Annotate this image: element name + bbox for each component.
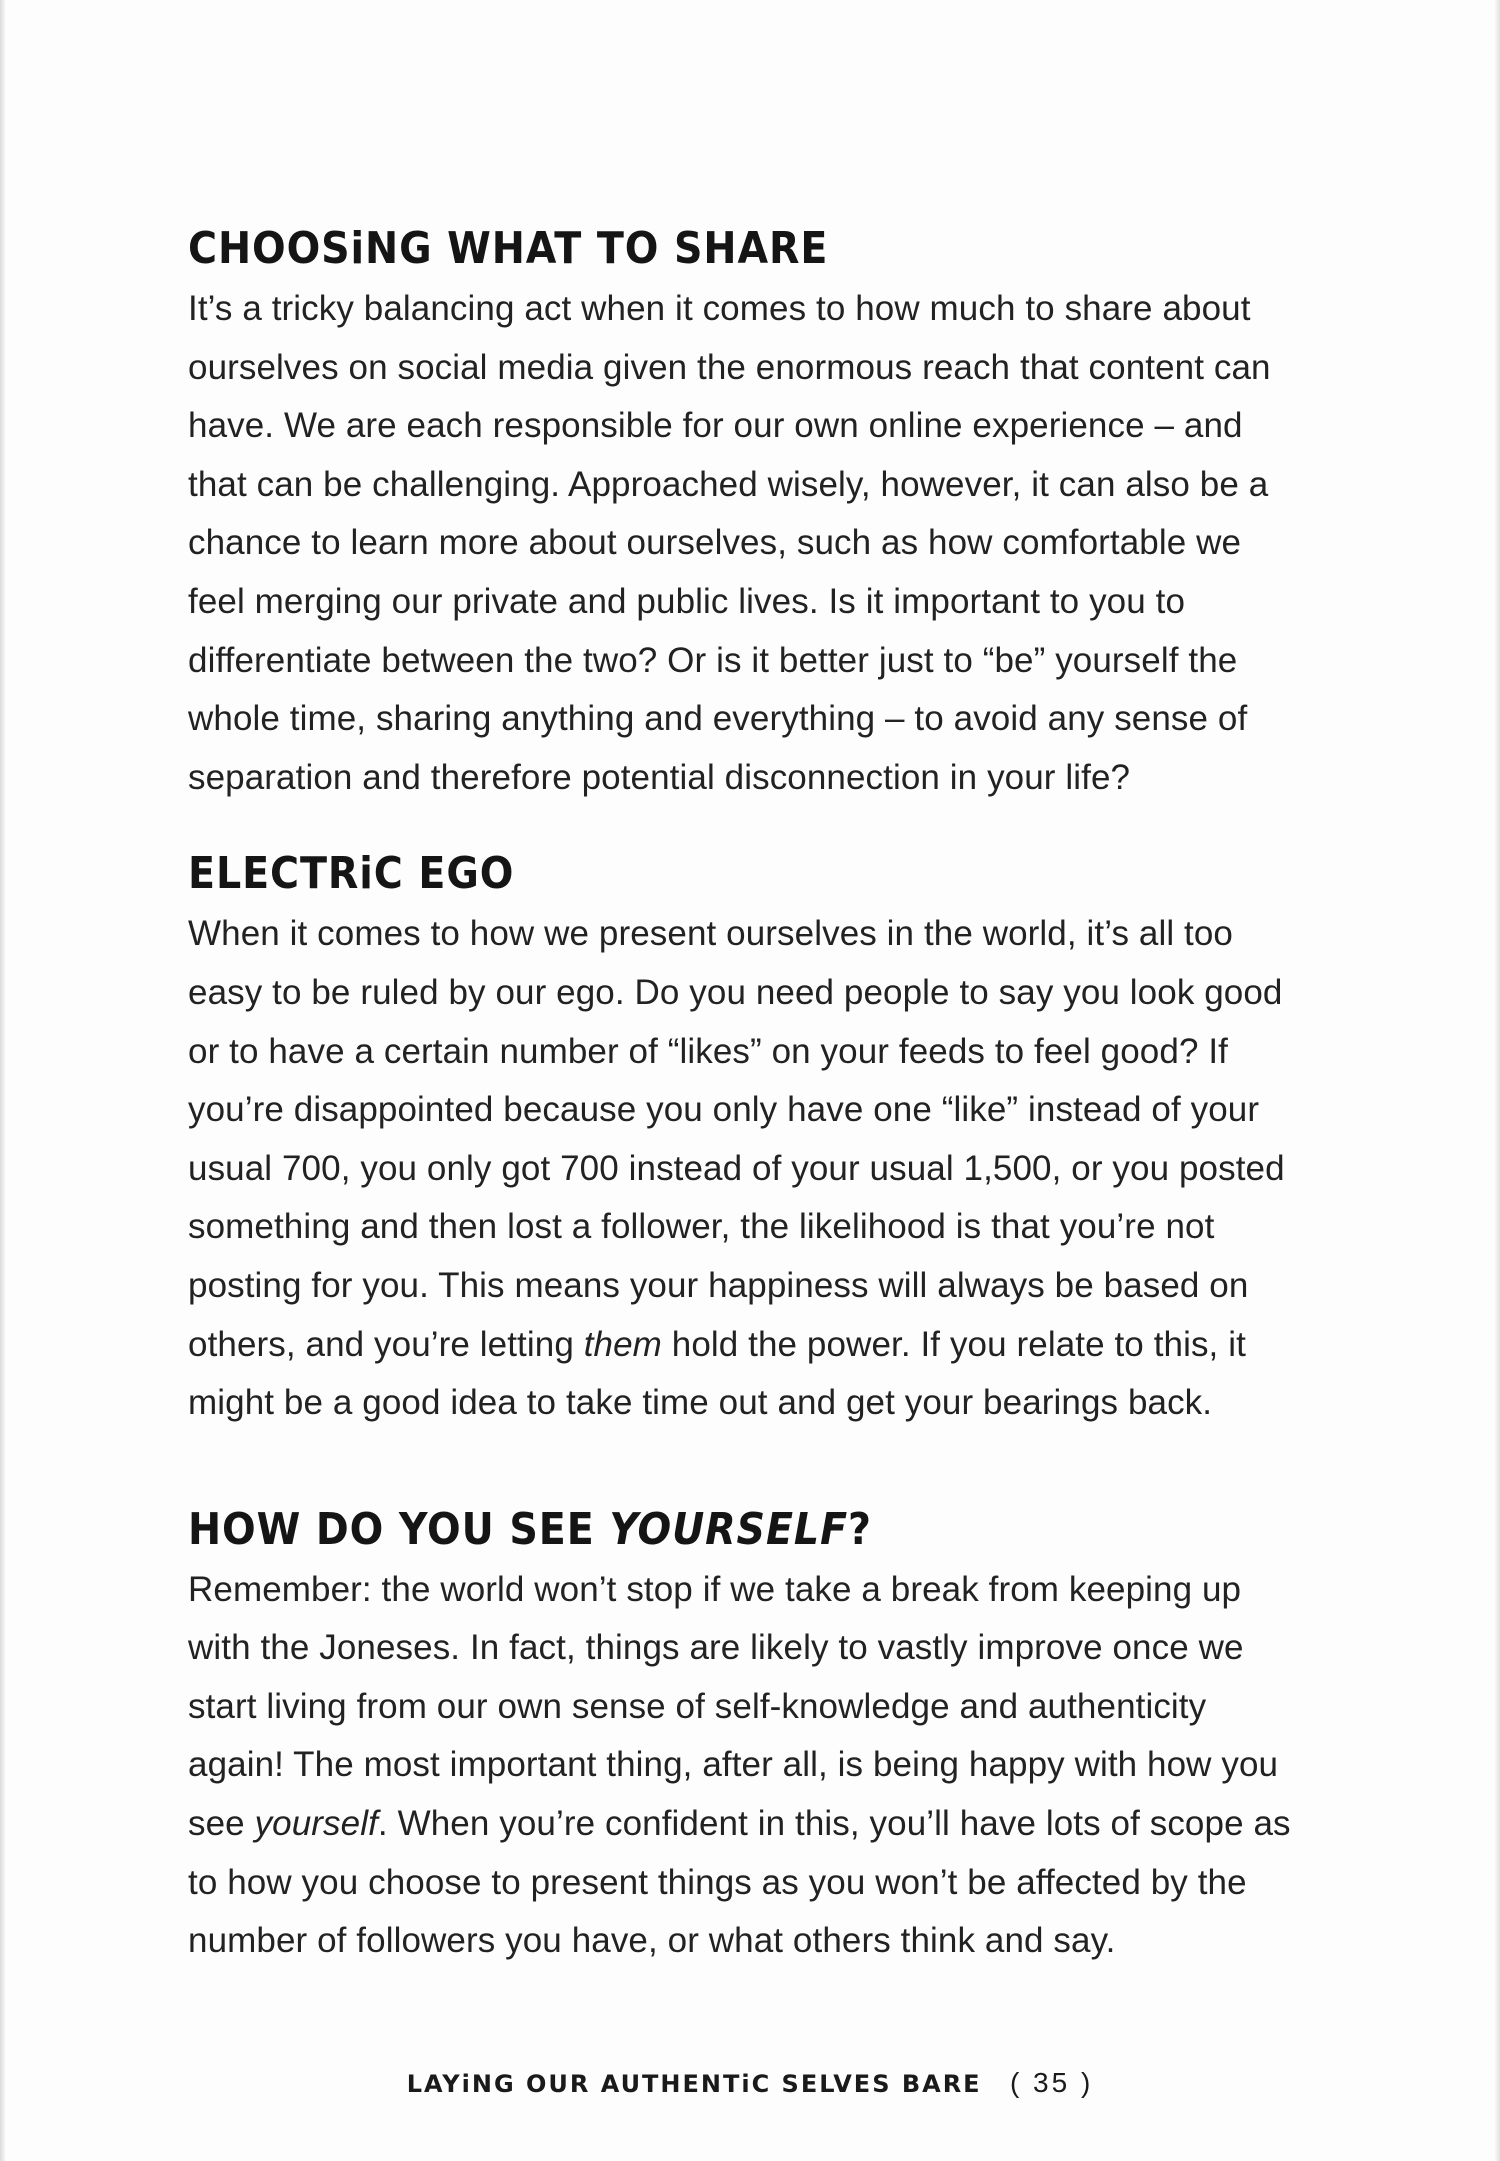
body-text: . When you’re confident in this, you’ll have lots of scope as to how you choose to present things as you won’t be affected by the number of followers you have, or what others think and say.	[188, 1804, 1291, 1961]
heading-text: HOW DO YOU SEE	[188, 1503, 610, 1555]
section-body	[188, 1561, 1298, 1971]
body-text: hold the power. If you relate to this, it might be a good idea to take time out and get your bearings back.	[188, 1324, 1246, 1423]
section-how-do-you-see-yourself	[188, 1503, 1298, 1971]
section-electric-ego	[188, 847, 1298, 1432]
page-footer	[0, 2067, 1500, 2099]
heading-text: ?	[848, 1503, 872, 1555]
body-text: Remember: the world won’t stop if we take a break from keeping up with the Joneses. In fact, things are likely to vastly improve once we start living from our own sense of self-knowledge and authenticity again! The most important thing, after all, is being happy with how you see	[188, 1569, 1279, 1844]
page-edge-shadow	[1494, 0, 1500, 2161]
page-number: ( 35 )	[1009, 2067, 1094, 2098]
section-heading	[188, 1503, 1187, 1557]
emphasis-text: yourself	[254, 1804, 378, 1844]
page-gutter-shadow	[0, 0, 6, 2161]
section-heading: ELECTRiC EGO	[188, 848, 515, 900]
page-content	[188, 222, 1298, 1971]
body-text: When it comes to how we present ourselves in the world, it’s all too easy to be ruled by our ego. Do you need people to say you look good or to have a certain number of “likes” on your feeds to feel good? If you’re disappointed because you only have one “like” instead of your usual 700, you only got 700 instead of your usual 1,500, or you posted something and then lost a follower, the likelihood is that you’re not posting for you. This means your happiness will always be based on others, and you’re letting	[188, 914, 1285, 1364]
emphasis-text: them	[583, 1324, 662, 1364]
section-body: It’s a tricky balancing act when it comes to how much to share about ourselves on social media given the enormous reach that content can have. We are each responsible for our own online experience – and that can be challenging. Approached wisely, however, it can also be a chance to learn more about ourselves, such as how comfortable we feel merging our private and public lives. Is it important to you to differentiate between the two? Or is it better just to “be” yourself the whole time, sharing anything and everything – to avoid any sense of separation and therefore potential disconnection in your life?	[188, 289, 1271, 797]
section-choosing-what-to-share	[188, 222, 1298, 807]
running-title: LAYiNG OUR AUTHENTiC SELVES BARE	[406, 2070, 982, 2098]
section-heading: CHOOSiNG WHAT TO SHARE	[188, 223, 829, 274]
section-body	[188, 905, 1298, 1432]
heading-emphasis: YOURSELF	[609, 1503, 849, 1555]
